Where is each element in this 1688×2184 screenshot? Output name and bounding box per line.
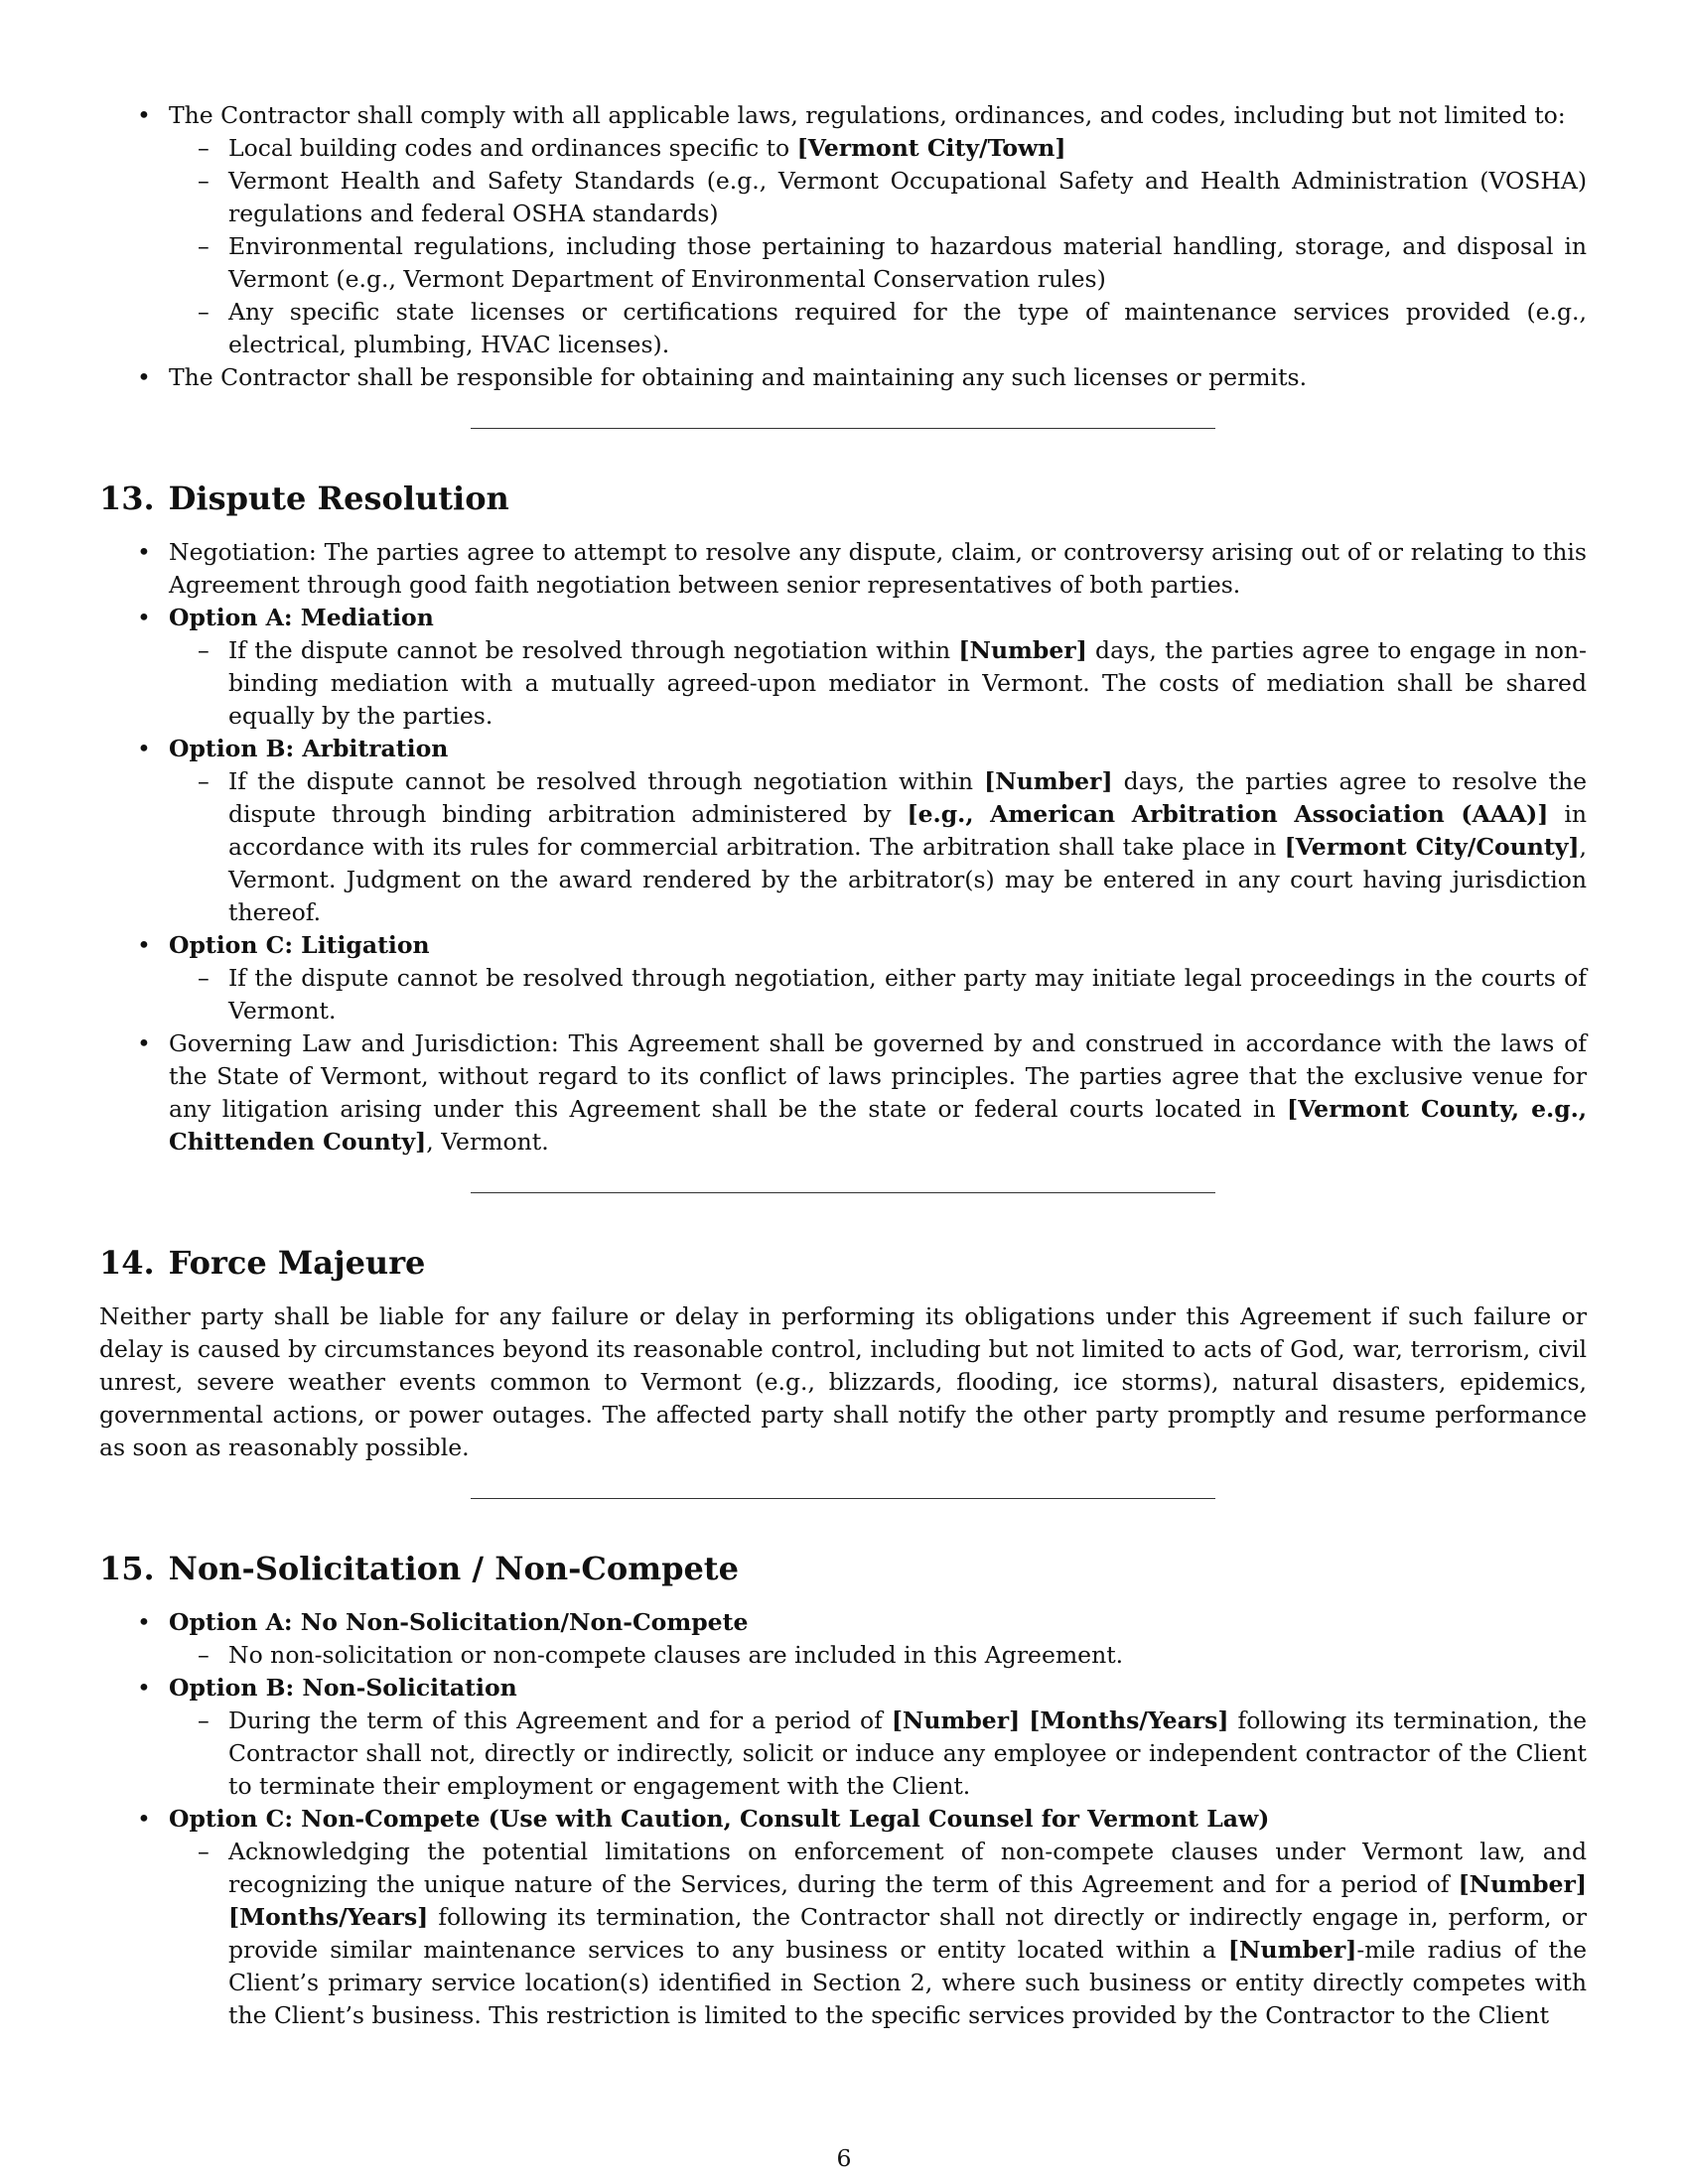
placeholder-number: [Number] xyxy=(958,636,1087,664)
option-sublist xyxy=(169,765,1587,929)
list-item xyxy=(99,602,1587,733)
list-item xyxy=(99,536,1587,602)
list-item-text: If the dispute cannot be resolved through negotiation within xyxy=(228,636,959,664)
list-item-text: No non-solicitation or non-compete clauses are included in this Agreement. xyxy=(228,1641,1124,1669)
list-item xyxy=(169,1639,1587,1672)
section-divider xyxy=(471,428,1215,429)
section-number: 14. xyxy=(99,1244,155,1282)
section-divider xyxy=(471,1192,1215,1193)
list-item-text: Environmental regulations, including those pertaining to hazardous material handling, storage, and disposal in Vermont (e.g., Vermont Department of Environmental Conservation rules) xyxy=(228,232,1587,293)
list-item-text: -mile radius of the Client’s primary service location(s) identified in Section 2, where such business or entity directly competes with the Client’s business. This restriction is limited to the specific services provided by the Contractor to the Client xyxy=(228,1936,1588,2029)
list-item xyxy=(169,962,1587,1027)
list-item-text: following its termination, the Contractor shall not, directly or indirectly, solicit or induce any employee or independent contractor of the Client to terminate their employment or engagement with the Client. xyxy=(228,1706,1588,1800)
placeholder-city-town: [Vermont City/Town] xyxy=(796,134,1066,162)
placeholder-months-years: [Months/Years] xyxy=(228,1903,429,1931)
placeholder-number: [Number] xyxy=(1227,1936,1357,1964)
list-item xyxy=(169,230,1587,296)
page-number: 6 xyxy=(836,2144,852,2172)
list-item xyxy=(169,1836,1587,2032)
list-item-text: , Vermont. Judgment on the award rendered by the arbitrator(s) may be entered in any court having jurisdiction thereof. xyxy=(228,833,1588,926)
option-sublist xyxy=(169,1705,1587,1803)
negotiation-clause: Negotiation: The parties agree to attempt to resolve any dispute, claim, or controversy arising out of or relating to this Agreement through good faith negotiation between senior representatives of both parties. xyxy=(169,538,1587,599)
option-sublist xyxy=(169,962,1587,1027)
list-item xyxy=(99,361,1587,394)
option-label: Option A: No Non-Solicitation/Non-Compete xyxy=(169,1608,749,1636)
placeholder-number: [Number] xyxy=(1458,1870,1587,1898)
list-item xyxy=(169,765,1587,929)
list-item-text: days, the parties agree to engage in non-binding mediation with a mutually agreed-upon mediator in Vermont. The costs of mediation shall be shared equally by the parties. xyxy=(228,636,1587,730)
list-item-text: Vermont Health and Safety Standards (e.g., Vermont Occupational Safety and Health Administration (VOSHA) regulations and federal OSHA standards) xyxy=(228,167,1587,227)
section-number: 15. xyxy=(99,1550,155,1587)
list-item-text: Any specific state licenses or certifications required for the type of maintenance services provided (e.g., electrical, plumbing, HVAC licenses). xyxy=(228,298,1587,358)
list-item xyxy=(169,296,1587,361)
list-item xyxy=(99,1803,1587,2032)
section-heading-13 xyxy=(99,478,1587,518)
option-label: Option C: Non-Compete (Use with Caution, Consult Legal Counsel for Vermont Law) xyxy=(169,1805,1270,1833)
option-sublist xyxy=(169,634,1587,733)
compliance-lead: The Contractor shall comply with all applicable laws, regulations, ordinances, and codes, including but not limited to: xyxy=(169,101,1566,129)
list-item xyxy=(169,132,1587,165)
list-item xyxy=(99,99,1587,361)
list-item-text xyxy=(1020,1706,1029,1734)
option-label: Option B: Arbitration xyxy=(169,735,449,762)
option-sublist xyxy=(169,1836,1587,2032)
section-title: Non-Solicitation / Non-Compete xyxy=(168,1550,739,1587)
list-item-text: , Vermont. xyxy=(426,1128,549,1156)
list-item-text: If the dispute cannot be resolved through negotiation within xyxy=(228,767,985,795)
section-divider xyxy=(471,1498,1215,1499)
list-item-text: days, the parties agree to resolve the dispute through binding arbitration administered by xyxy=(228,767,1588,828)
section-title: Dispute Resolution xyxy=(168,479,509,517)
placeholder-months-years: [Months/Years] xyxy=(1029,1706,1229,1734)
list-item-text: following its termination, the Contractor shall not directly or indirectly engage in, perform, or provide similar maintenance services to any business or entity located within a xyxy=(228,1903,1587,1964)
list-item-text: If the dispute cannot be resolved through negotiation, either party may initiate legal proceedings in the courts of Vermont. xyxy=(228,964,1587,1024)
list-item xyxy=(99,929,1587,1027)
document-page xyxy=(99,99,1587,2032)
list-item-text: The Contractor shall be responsible for obtaining and maintaining any such licenses or permits. xyxy=(169,363,1308,391)
option-label: Option C: Litigation xyxy=(169,931,430,959)
section-heading-14 xyxy=(99,1243,1587,1283)
list-item-text: Acknowledging the potential limitations on enforcement of non-compete clauses under Vermont law, and recognizing the unique nature of the Services, during the term of this Agreement and for a period of xyxy=(228,1838,1587,1898)
list-item xyxy=(169,1705,1587,1803)
list-item xyxy=(169,634,1587,733)
list-item xyxy=(99,1672,1587,1803)
governing-law-clause: Governing Law and Jurisdiction: This Agreement shall be governed by and construed in accordance with the laws of the State of Vermont, without regard to its conflict of laws principles. The parties agree that the exclusive venue for any litigation arising under this Agreement shall be the state or federal courts located in xyxy=(169,1029,1587,1123)
placeholder-county: [Vermont County, e.g., Chittenden County] xyxy=(169,1095,1588,1156)
section-heading-15 xyxy=(99,1549,1587,1588)
option-sublist xyxy=(169,1639,1587,1672)
non-compete-list xyxy=(99,1606,1587,2032)
list-item xyxy=(99,1027,1587,1159)
section-title: Force Majeure xyxy=(168,1244,426,1282)
placeholder-number: [Number] xyxy=(984,767,1113,795)
compliance-sublist xyxy=(169,132,1587,361)
compliance-list xyxy=(99,99,1587,394)
list-item-text: During the term of this Agreement and for a period of xyxy=(228,1706,892,1734)
option-label: Option B: Non-Solicitation xyxy=(169,1674,517,1702)
placeholder-number: [Number] xyxy=(891,1706,1021,1734)
list-item xyxy=(169,165,1587,230)
force-majeure-paragraph: Neither party shall be liable for any failure or delay in performing its obligations under this Agreement if such failure or delay is caused by circumstances beyond its reasonable control, including but not limited to acts of God, war, terrorism, civil unrest, severe weather events common to Vermont (e.g., blizzards, flooding, ice storms), natural disasters, epidemics, governmental actions, or power outages. The affected party shall notify the other party promptly and resume performance as soon as reasonably possible. xyxy=(99,1302,1587,1461)
placeholder-arbitrator: [e.g., American Arbitration Association (AAA)] xyxy=(907,800,1549,828)
section-number: 13. xyxy=(99,479,155,517)
dispute-resolution-list xyxy=(99,536,1587,1159)
list-item xyxy=(99,1606,1587,1672)
list-item xyxy=(99,733,1587,929)
list-item-text: Local building codes and ordinances specific to xyxy=(228,134,797,162)
placeholder-city-county: [Vermont City/County] xyxy=(1284,833,1580,861)
option-label: Option A: Mediation xyxy=(169,604,434,631)
list-item-text: in accordance with its rules for commercial arbitration. The arbitration shall take place in xyxy=(228,800,1587,861)
